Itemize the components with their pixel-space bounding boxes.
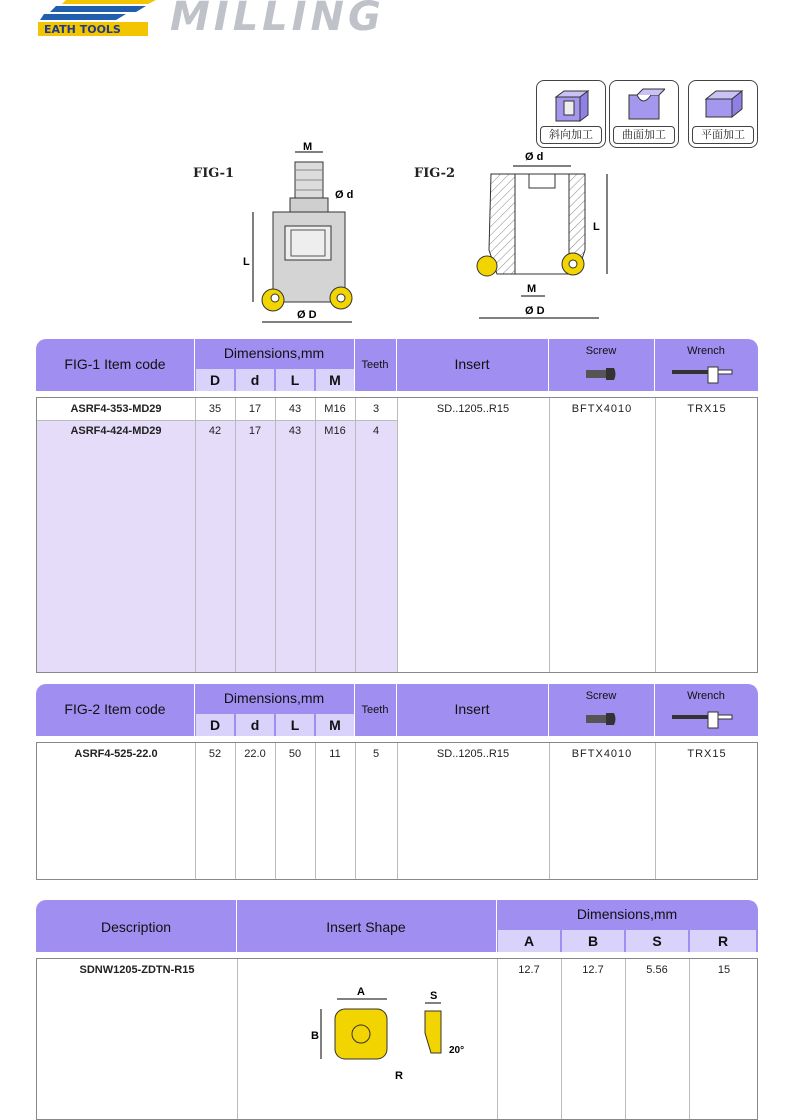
dim-label: 20° — [449, 1045, 465, 1056]
dim-label: M — [527, 283, 537, 295]
brand-text: EATH TOOLS — [44, 23, 121, 36]
header-item-code: FIG-2 Item code — [64, 701, 166, 717]
header-dimensions: Dimensions,mm — [576, 906, 678, 922]
header-screw: Screw — [585, 690, 617, 702]
dim-label: L — [243, 256, 250, 268]
dim-label: S — [430, 990, 438, 1002]
header-M: M — [316, 714, 354, 736]
dim-label: Ø D — [525, 305, 545, 317]
header-description: Description — [100, 919, 172, 935]
header-item-code: FIG-1 Item code — [64, 356, 166, 372]
header-screw: Screw — [585, 345, 617, 357]
header-teeth: Teeth — [361, 704, 389, 716]
dim-label: Ø D — [297, 309, 317, 321]
dim-label: A — [357, 986, 365, 998]
wrench-icon — [672, 365, 736, 385]
table-body: ASRF4-353-MD29 35 17 43 M16 3 SD..1205..R15 BFTX4010 TRX15 ASRF4-424-MD29 42 17 43 M16 4 — [36, 397, 758, 673]
screw-icon — [584, 712, 618, 726]
fig2-table — [36, 684, 758, 880]
insert-shape-drawing — [307, 979, 497, 1099]
header-wrench: Wrench — [687, 345, 725, 357]
dim-label: M — [303, 141, 313, 153]
machining-label: 平面加工 — [692, 126, 754, 144]
dim-label: Ø d — [525, 151, 544, 163]
table-body: SDNW1205-ZDTN-R15 12.7 12.7 5.56 15 A B R S 20° — [36, 958, 758, 1120]
table-header — [36, 900, 758, 952]
fig2-label: FIG-2 — [414, 166, 456, 181]
dim-label: R — [395, 1070, 403, 1082]
header-dimensions: Dimensions,mm — [223, 690, 325, 706]
header-L: L — [276, 714, 314, 736]
table-header — [36, 684, 758, 736]
header-B: B — [562, 930, 624, 952]
table-body: ASRF4-525-22.0 52 22.0 50 11 5 SD..1205..R15 BFTX4010 TRX15 — [36, 742, 758, 880]
header-L: L — [276, 369, 314, 391]
page-title: MILLING — [170, 0, 385, 40]
dim-label: L — [593, 221, 600, 233]
header-A: A — [498, 930, 560, 952]
header-d: d — [236, 369, 274, 391]
fig1-label: FIG-1 — [193, 166, 235, 181]
table-header — [36, 339, 758, 391]
header-d: d — [236, 714, 274, 736]
face-machining-icon — [688, 80, 758, 148]
header-insert-shape: Insert Shape — [326, 919, 406, 935]
header-wrench: Wrench — [687, 690, 725, 702]
header-insert: Insert — [454, 701, 490, 717]
fig2-drawing — [465, 150, 615, 325]
header-dimensions: Dimensions,mm — [223, 345, 325, 361]
header-D: D — [196, 714, 234, 736]
fig1-drawing — [235, 140, 375, 330]
eath-tools-logo — [36, 0, 160, 38]
machining-label: 斜向加工 — [540, 126, 602, 144]
header-R: R — [690, 930, 756, 952]
ramping-machining-icon — [536, 80, 606, 148]
fig1-table — [36, 339, 758, 673]
header-insert: Insert — [454, 356, 490, 372]
header-M: M — [316, 369, 354, 391]
machining-label: 曲面加工 — [613, 126, 675, 144]
wrench-icon — [672, 710, 736, 730]
screw-icon — [584, 367, 618, 381]
header-S: S — [626, 930, 688, 952]
dim-label: Ø d — [335, 189, 354, 201]
insert-table — [36, 900, 758, 1120]
dim-label: B — [311, 1030, 319, 1042]
header-D: D — [196, 369, 234, 391]
header-teeth: Teeth — [361, 359, 389, 371]
contour-machining-icon — [609, 80, 679, 148]
